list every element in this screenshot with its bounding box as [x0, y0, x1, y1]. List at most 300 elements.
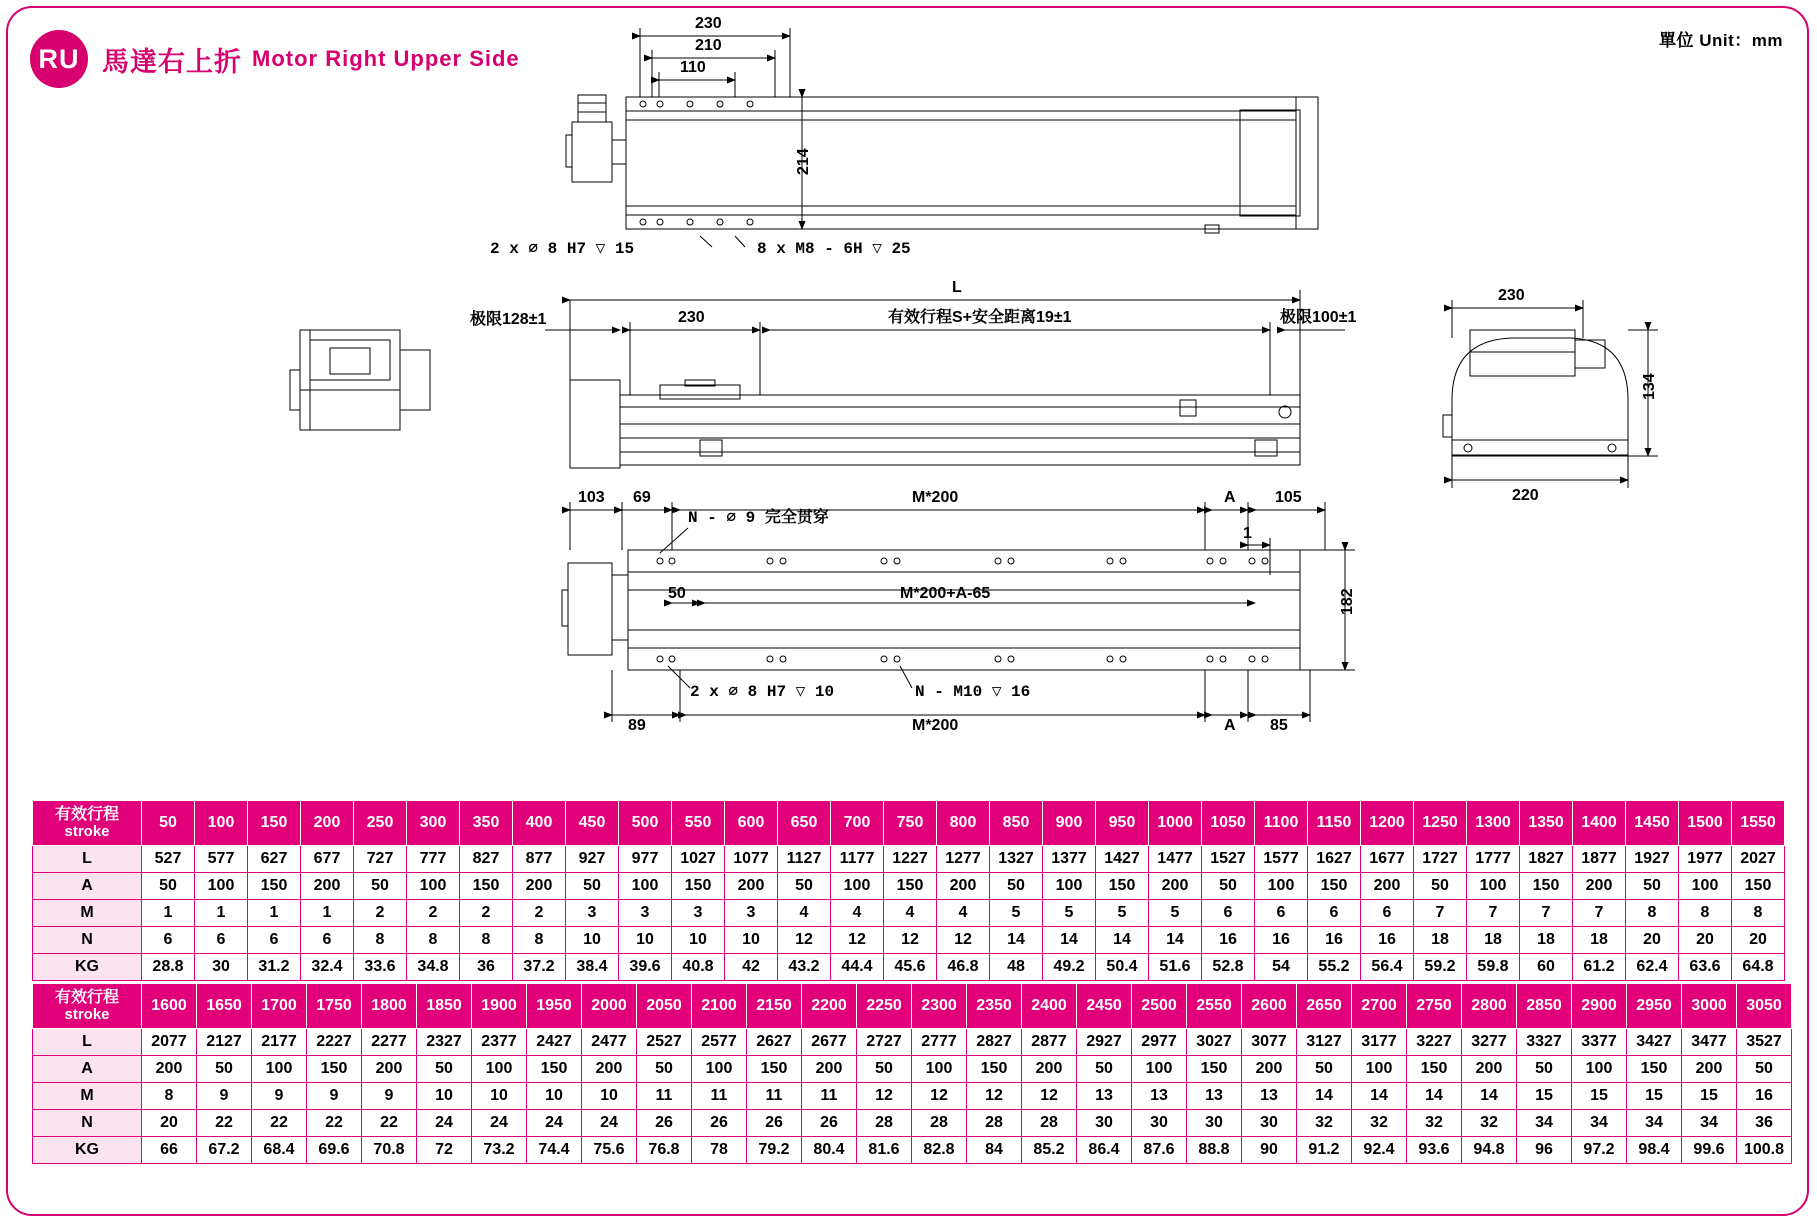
table-cell: 26	[802, 1110, 857, 1137]
table-cell: 2977	[1132, 1029, 1187, 1056]
table-cell: 11	[637, 1083, 692, 1110]
table-cell: 59.2	[1414, 954, 1467, 981]
table-cell: 2	[407, 900, 460, 927]
table-cell: 2477	[582, 1029, 637, 1056]
table-cell: 150	[1407, 1056, 1462, 1083]
row-label-a: A	[33, 873, 142, 900]
dim-182: 182	[1339, 588, 1356, 615]
table-cell: 150	[884, 873, 937, 900]
table-cell: 12	[1022, 1083, 1077, 1110]
table-cell: 2927	[1077, 1029, 1132, 1056]
table-cell: 100	[831, 873, 884, 900]
table-cell: 2627	[747, 1029, 802, 1056]
stroke-value: 450	[566, 801, 619, 846]
dim-A-top: A	[1224, 489, 1236, 506]
stroke-value: 1650	[197, 984, 252, 1029]
table-cell: 80.4	[802, 1137, 857, 1164]
table-cell: 4	[937, 900, 990, 927]
table-cell: 14	[1043, 927, 1096, 954]
table-cell: 59.8	[1467, 954, 1520, 981]
table-cell: 2377	[472, 1029, 527, 1056]
table-cell: 577	[195, 846, 248, 873]
table-cell: 67.2	[197, 1137, 252, 1164]
table-cell: 6	[1202, 900, 1255, 927]
table-cell: 1077	[725, 846, 778, 873]
table-cell: 200	[513, 873, 566, 900]
table-cell: 3227	[1407, 1029, 1462, 1056]
table-cell: 627	[248, 846, 301, 873]
row-label-m: M	[33, 1083, 142, 1110]
table-cell: 11	[802, 1083, 857, 1110]
stroke-value: 600	[725, 801, 778, 846]
table-cell: 50	[1517, 1056, 1572, 1083]
table-cell: 6	[301, 927, 354, 954]
table-cell: 66	[142, 1137, 197, 1164]
table-cell: 1	[301, 900, 354, 927]
table-cell: 15	[1682, 1083, 1737, 1110]
table-cell: 50	[1737, 1056, 1792, 1083]
table-cell: 7	[1573, 900, 1626, 927]
table-cell: 8	[1626, 900, 1679, 927]
stroke-header-cn: 有效行程	[54, 988, 119, 1006]
note-8xm8-top: 8 x M8 - 6H ▽ 25	[757, 240, 911, 258]
table-cell: 14	[1352, 1083, 1407, 1110]
row-label-l: L	[33, 846, 142, 873]
table-cell: 2327	[417, 1029, 472, 1056]
table-cell: 2177	[252, 1029, 307, 1056]
stroke-header-cn: 有效行程	[54, 805, 119, 823]
table-cell: 1	[142, 900, 195, 927]
stroke-value: 2800	[1462, 984, 1517, 1029]
stroke-value: 1250	[1414, 801, 1467, 846]
stroke-value: 1200	[1361, 801, 1414, 846]
table-cell: 2727	[857, 1029, 912, 1056]
table-cell: 1377	[1043, 846, 1096, 873]
table-cell: 2427	[527, 1029, 582, 1056]
stroke-value: 1150	[1308, 801, 1361, 846]
table-cell: 1977	[1679, 846, 1732, 873]
spec-table-1	[32, 800, 1785, 981]
spec-table-2	[32, 983, 1792, 1164]
stroke-value: 2000	[582, 984, 637, 1029]
stroke-value: 50	[142, 801, 195, 846]
table-cell: 44.4	[831, 954, 884, 981]
table-cell: 12	[884, 927, 937, 954]
table-cell: 2827	[967, 1029, 1022, 1056]
stroke-value: 350	[460, 801, 513, 846]
dim-50: 50	[668, 585, 686, 602]
table-cell: 75.6	[582, 1137, 637, 1164]
table-cell: 98.4	[1627, 1137, 1682, 1164]
stroke-value: 2050	[637, 984, 692, 1029]
table-cell: 42	[725, 954, 778, 981]
note-stroke: 有效行程S+安全距离19±1	[888, 309, 1072, 326]
table-cell: 8	[142, 1083, 197, 1110]
stroke-header-en: stroke	[64, 1005, 110, 1023]
table-cell: 3	[725, 900, 778, 927]
table-cell: 26	[692, 1110, 747, 1137]
table-row	[33, 1029, 1792, 1056]
table-cell: 200	[1242, 1056, 1297, 1083]
stroke-value: 1750	[307, 984, 362, 1029]
table-cell: 97.2	[1572, 1137, 1627, 1164]
table-cell: 4	[778, 900, 831, 927]
table-cell: 72	[417, 1137, 472, 1164]
stroke-value: 700	[831, 801, 884, 846]
table-cell: 927	[566, 846, 619, 873]
table-cell: 3	[566, 900, 619, 927]
table-cell: 100	[912, 1056, 967, 1083]
table-cell: 2877	[1022, 1029, 1077, 1056]
table-cell: 22	[252, 1110, 307, 1137]
dim-230-side: 230	[1498, 287, 1525, 304]
stroke-value: 2350	[967, 984, 1022, 1029]
table-cell: 1327	[990, 846, 1043, 873]
table-row	[33, 846, 1785, 873]
table-cell: 150	[1308, 873, 1361, 900]
row-label-l: L	[33, 1029, 142, 1056]
table-cell: 1	[195, 900, 248, 927]
table-cell: 100	[1255, 873, 1308, 900]
table-cell: 9	[252, 1083, 307, 1110]
table-cell: 827	[460, 846, 513, 873]
table-cell: 8	[407, 927, 460, 954]
table-cell: 150	[460, 873, 513, 900]
table-cell: 10	[672, 927, 725, 954]
table-cell: 14	[1297, 1083, 1352, 1110]
stroke-value: 2450	[1077, 984, 1132, 1029]
table-cell: 6	[1255, 900, 1308, 927]
table-cell: 51.6	[1149, 954, 1202, 981]
table-cell: 677	[301, 846, 354, 873]
stroke-value: 2650	[1297, 984, 1352, 1029]
table-cell: 2127	[197, 1029, 252, 1056]
table-row	[33, 1110, 1792, 1137]
dim-105: 105	[1275, 489, 1302, 506]
stroke-value: 2850	[1517, 984, 1572, 1029]
table-row	[33, 873, 1785, 900]
table-cell: 2	[460, 900, 513, 927]
table-cell: 150	[1520, 873, 1573, 900]
table-cell: 3077	[1242, 1029, 1297, 1056]
table-cell: 13	[1187, 1083, 1242, 1110]
stroke-header-label	[33, 984, 142, 1029]
table-cell: 49.2	[1043, 954, 1096, 981]
table-cell: 16	[1202, 927, 1255, 954]
table-cell: 78	[692, 1137, 747, 1164]
page-title-en: Motor Right Upper Side	[252, 46, 520, 71]
table-cell: 150	[967, 1056, 1022, 1083]
stroke-value: 1400	[1573, 801, 1626, 846]
stroke-value: 850	[990, 801, 1043, 846]
table-cell: 30	[1187, 1110, 1242, 1137]
table-cell: 30	[1132, 1110, 1187, 1137]
table-cell: 76.8	[637, 1137, 692, 1164]
stroke-value: 1050	[1202, 801, 1255, 846]
table-cell: 6	[195, 927, 248, 954]
table-cell: 12	[857, 1083, 912, 1110]
table-cell: 3477	[1682, 1029, 1737, 1056]
table-cell: 64.8	[1732, 954, 1785, 981]
stroke-value: 2200	[802, 984, 857, 1029]
dim-m200-a65: M*200+A-65	[900, 585, 991, 602]
table-cell: 68.4	[252, 1137, 307, 1164]
stroke-value: 750	[884, 801, 937, 846]
table-header-row	[33, 801, 1785, 846]
table-cell: 14	[1096, 927, 1149, 954]
dim-210: 210	[695, 37, 722, 54]
stroke-value: 1800	[362, 984, 417, 1029]
table-cell: 777	[407, 846, 460, 873]
table-cell: 1777	[1467, 846, 1520, 873]
table-cell: 7	[1414, 900, 1467, 927]
stroke-value: 1950	[527, 984, 582, 1029]
table-cell: 200	[1022, 1056, 1077, 1083]
table-cell: 877	[513, 846, 566, 873]
table-cell: 200	[142, 1056, 197, 1083]
table-cell: 50.4	[1096, 954, 1149, 981]
stroke-value: 2900	[1572, 984, 1627, 1029]
table-cell: 16	[1308, 927, 1361, 954]
table-row	[33, 1083, 1792, 1110]
table-cell: 32.4	[301, 954, 354, 981]
stroke-value: 900	[1043, 801, 1096, 846]
note-limit-right: 极限100±1	[1280, 309, 1357, 326]
table-cell: 32	[1352, 1110, 1407, 1137]
table-cell: 69.6	[307, 1137, 362, 1164]
table-header-row	[33, 984, 1792, 1029]
table-cell: 61.2	[1573, 954, 1626, 981]
stroke-value: 2550	[1187, 984, 1242, 1029]
stroke-value: 3000	[1682, 984, 1737, 1029]
table-cell: 70.8	[362, 1137, 417, 1164]
stroke-value: 2300	[912, 984, 967, 1029]
table-cell: 100	[1352, 1056, 1407, 1083]
table-cell: 24	[417, 1110, 472, 1137]
table-cell: 28	[857, 1110, 912, 1137]
table-cell: 86.4	[1077, 1137, 1132, 1164]
table-cell: 9	[197, 1083, 252, 1110]
stroke-value: 1600	[142, 984, 197, 1029]
table-cell: 100.8	[1737, 1137, 1792, 1164]
table-cell: 79.2	[747, 1137, 802, 1164]
table-cell: 50	[778, 873, 831, 900]
table-cell: 11	[692, 1083, 747, 1110]
table-cell: 12	[778, 927, 831, 954]
stroke-value: 550	[672, 801, 725, 846]
table-cell: 1727	[1414, 846, 1467, 873]
table-cell: 16	[1255, 927, 1308, 954]
stroke-value: 2150	[747, 984, 802, 1029]
dim-220: 220	[1512, 487, 1539, 504]
stroke-value: 250	[354, 801, 407, 846]
stroke-value: 1500	[1679, 801, 1732, 846]
note-n-m10: N - M10 ▽ 16	[915, 683, 1031, 701]
table-cell: 5	[1043, 900, 1096, 927]
table-cell: 50	[637, 1056, 692, 1083]
table-cell: 3127	[1297, 1029, 1352, 1056]
table-cell: 100	[1679, 873, 1732, 900]
table-cell: 200	[937, 873, 990, 900]
table-cell: 2777	[912, 1029, 967, 1056]
table-cell: 3527	[1737, 1029, 1792, 1056]
note-limit-left: 极限128±1	[470, 311, 547, 328]
row-label-a: A	[33, 1056, 142, 1083]
table-cell: 50	[1414, 873, 1467, 900]
table-cell: 12	[912, 1083, 967, 1110]
stroke-value: 500	[619, 801, 672, 846]
table-cell: 1477	[1149, 846, 1202, 873]
table-cell: 30	[195, 954, 248, 981]
table-cell: 7	[1467, 900, 1520, 927]
table-cell: 100	[407, 873, 460, 900]
table-cell: 1277	[937, 846, 990, 873]
table-cell: 10	[619, 927, 672, 954]
table-cell: 8	[513, 927, 566, 954]
table-cell: 36	[460, 954, 513, 981]
table-cell: 16	[1737, 1083, 1792, 1110]
table-cell: 32	[1297, 1110, 1352, 1137]
table-cell: 6	[1308, 900, 1361, 927]
dim-230-front: 230	[678, 309, 705, 326]
table-cell: 50	[1297, 1056, 1352, 1083]
table-cell: 93.6	[1407, 1137, 1462, 1164]
dim-134: 134	[1641, 373, 1658, 400]
table-cell: 727	[354, 846, 407, 873]
table-cell: 48	[990, 954, 1043, 981]
table-cell: 150	[248, 873, 301, 900]
table-cell: 200	[1149, 873, 1202, 900]
dim-230-top: 230	[695, 15, 722, 32]
table-cell: 150	[1627, 1056, 1682, 1083]
table-cell: 150	[747, 1056, 802, 1083]
stroke-value: 2250	[857, 984, 912, 1029]
table-cell: 18	[1467, 927, 1520, 954]
stroke-value: 200	[301, 801, 354, 846]
table-cell: 28.8	[142, 954, 195, 981]
dim-89: 89	[628, 717, 646, 734]
table-cell: 527	[142, 846, 195, 873]
table-cell: 150	[1732, 873, 1785, 900]
table-cell: 43.2	[778, 954, 831, 981]
stroke-value: 1000	[1149, 801, 1202, 846]
stroke-value: 100	[195, 801, 248, 846]
table-cell: 2527	[637, 1029, 692, 1056]
model-code-badge: RU	[30, 30, 88, 88]
table-cell: 13	[1077, 1083, 1132, 1110]
table-cell: 6	[248, 927, 301, 954]
table-cell: 200	[362, 1056, 417, 1083]
table-cell: 1627	[1308, 846, 1361, 873]
table-cell: 28	[912, 1110, 967, 1137]
note-2x8h7-bottom: 2 x ∅ 8 H7 ▽ 10	[690, 683, 835, 701]
table-cell: 40.8	[672, 954, 725, 981]
table-cell: 150	[1096, 873, 1149, 900]
table-cell: 977	[619, 846, 672, 873]
table-cell: 36	[1737, 1110, 1792, 1137]
table-cell: 14	[990, 927, 1043, 954]
stroke-header-label	[33, 801, 142, 846]
table-cell: 200	[802, 1056, 857, 1083]
table-cell: 13	[1132, 1083, 1187, 1110]
table-cell: 100	[692, 1056, 747, 1083]
table-cell: 18	[1520, 927, 1573, 954]
table-cell: 24	[472, 1110, 527, 1137]
table-row	[33, 1056, 1792, 1083]
dim-1: 1	[1243, 525, 1252, 542]
table-cell: 200	[301, 873, 354, 900]
dim-110: 110	[680, 59, 706, 76]
stroke-value: 3050	[1737, 984, 1792, 1029]
table-cell: 9	[307, 1083, 362, 1110]
table-cell: 2277	[362, 1029, 417, 1056]
table-row	[33, 954, 1785, 981]
table-cell: 20	[1732, 927, 1785, 954]
table-cell: 13	[1242, 1083, 1297, 1110]
table-cell: 32	[1462, 1110, 1517, 1137]
table-cell: 10	[725, 927, 778, 954]
table-cell: 100	[252, 1056, 307, 1083]
table-cell: 14	[1149, 927, 1202, 954]
table-cell: 32	[1407, 1110, 1462, 1137]
stroke-value: 1350	[1520, 801, 1573, 846]
stroke-value: 2400	[1022, 984, 1077, 1029]
table-cell: 52.8	[1202, 954, 1255, 981]
table-cell: 82.8	[912, 1137, 967, 1164]
table-cell: 28	[1022, 1110, 1077, 1137]
table-cell: 10	[472, 1083, 527, 1110]
table-cell: 18	[1414, 927, 1467, 954]
table-cell: 15	[1572, 1083, 1627, 1110]
stroke-value: 2950	[1627, 984, 1682, 1029]
table-cell: 2	[354, 900, 407, 927]
row-label-n: N	[33, 1110, 142, 1137]
table-cell: 2027	[1732, 846, 1785, 873]
table-cell: 31.2	[248, 954, 301, 981]
table-cell: 14	[1462, 1083, 1517, 1110]
table-cell: 1227	[884, 846, 937, 873]
table-cell: 1	[248, 900, 301, 927]
table-cell: 150	[1187, 1056, 1242, 1083]
dim-m200-bottom: M*200	[912, 717, 959, 734]
table-cell: 2577	[692, 1029, 747, 1056]
table-cell: 50	[197, 1056, 252, 1083]
stroke-value: 2700	[1352, 984, 1407, 1029]
table-cell: 100	[1043, 873, 1096, 900]
stroke-value: 1100	[1255, 801, 1308, 846]
stroke-header-en: stroke	[64, 822, 110, 840]
table-cell: 5	[1149, 900, 1202, 927]
table-cell: 20	[1679, 927, 1732, 954]
table-cell: 24	[527, 1110, 582, 1137]
table-cell: 94.8	[1462, 1137, 1517, 1164]
table-cell: 33.6	[354, 954, 407, 981]
table-cell: 100	[619, 873, 672, 900]
table-cell: 96	[1517, 1137, 1572, 1164]
table-cell: 1827	[1520, 846, 1573, 873]
table-cell: 92.4	[1352, 1137, 1407, 1164]
table-cell: 100	[1132, 1056, 1187, 1083]
table-cell: 100	[1572, 1056, 1627, 1083]
table-cell: 50	[1626, 873, 1679, 900]
table-cell: 24	[582, 1110, 637, 1137]
table-cell: 200	[1361, 873, 1414, 900]
table-cell: 12	[967, 1083, 1022, 1110]
table-cell: 37.2	[513, 954, 566, 981]
table-cell: 50	[990, 873, 1043, 900]
table-row	[33, 1137, 1792, 1164]
table-cell: 10	[527, 1083, 582, 1110]
